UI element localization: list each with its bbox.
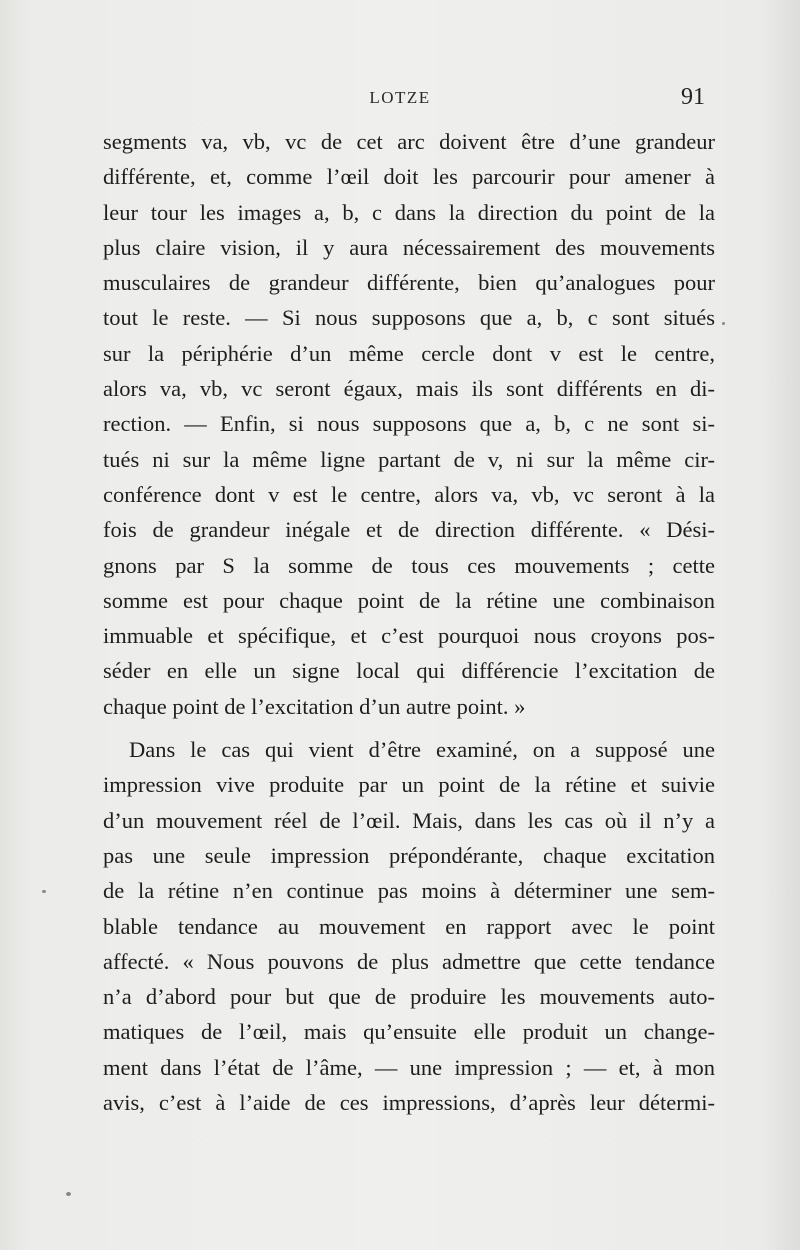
text-line: conférence dont v est le centre, alors va, vb, vc seront à la — [103, 481, 715, 507]
text-line: affecté. « Nous pouvons de plus admettre que cette tendance — [103, 948, 715, 974]
text-line: musculaires de grandeur différente, bien qu’analogues pour — [103, 270, 715, 296]
text-line: tout le reste. — Si nous supposons que a, b, c sont situés — [103, 305, 715, 331]
paper-speck — [722, 322, 725, 325]
text-line: leur tour les images a, b, c dans la direction du point de la — [103, 199, 715, 225]
paragraph — [103, 732, 715, 1120]
text-line: de la rétine n’en continue pas moins à déterminer une sem- — [103, 878, 715, 904]
text-line: matiques de l’œil, mais qu’ensuite elle produit un change- — [103, 1019, 715, 1045]
text-line: chaque point de l’excitation d’un autre point. » — [103, 693, 526, 719]
text-line: somme est pour chaque point de la rétine une combinaison — [103, 587, 715, 613]
paper-speck — [66, 1192, 71, 1196]
body-text — [103, 124, 715, 1120]
text-line: sur la périphérie d’un même cercle dont v est le centre, — [103, 340, 715, 366]
page-header — [0, 84, 800, 114]
text-line: ment dans l’état de l’âme, — une impression ; — et, à mon — [103, 1054, 715, 1080]
text-line: gnons par S la somme de tous ces mouvements ; cette — [103, 552, 715, 578]
running-title: LOTZE — [369, 88, 431, 107]
text-line: avis, c’est à l’aide de ces impressions, d’après leur détermi- — [103, 1090, 715, 1116]
text-line: impression vive produite par un point de la rétine et suivie — [103, 772, 715, 798]
text-line: Dans le cas qui vient d’être examiné, on a supposé une — [129, 737, 715, 763]
paragraph — [103, 124, 715, 724]
paragraph-gap — [103, 724, 715, 732]
text-line: immuable et spécifique, et c’est pourquoi nous croyons pos- — [103, 623, 715, 649]
text-line: plus claire vision, il y aura nécessairement des mouvements — [103, 234, 715, 260]
paper-speck — [42, 890, 46, 893]
text-line: rection. — Enfin, si nous supposons que a, b, c ne sont si- — [103, 411, 715, 437]
text-line: alors va, vb, vc seront égaux, mais ils sont différents en di- — [103, 376, 715, 402]
text-line: séder en elle un signe local qui différencie l’excitation de — [103, 658, 715, 684]
text-line: n’a d’abord pour but que de produire les mouvements auto- — [103, 984, 715, 1010]
page-number: 91 — [681, 84, 705, 110]
text-line: différente, et, comme l’œil doit les parcourir pour amener à — [103, 164, 715, 190]
text-line: tués ni sur la même ligne partant de v, ni sur la même cir- — [103, 446, 715, 472]
text-line: pas une seule impression prépondérante, chaque excitation — [103, 842, 715, 868]
text-line: d’un mouvement réel de l’œil. Mais, dans les cas où il n’y a — [103, 807, 715, 833]
text-line: fois de grandeur inégale et de direction différente. « Dési- — [103, 517, 715, 543]
text-line: blable tendance au mouvement en rapport avec le point — [103, 913, 715, 939]
text-line: segments va, vb, vc de cet arc doivent être d’une grandeur — [103, 129, 715, 154]
